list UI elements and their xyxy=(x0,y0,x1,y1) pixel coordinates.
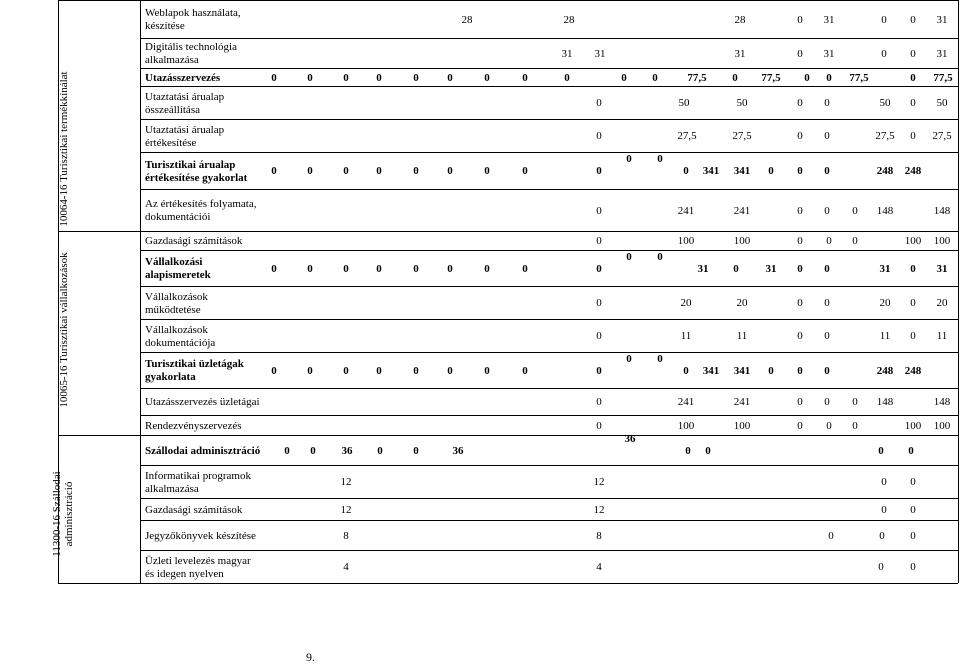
table-cell: 100 xyxy=(933,235,951,247)
table-cell: 0 xyxy=(797,130,803,142)
table-cell: 0 xyxy=(271,165,277,177)
table-cell: 0 xyxy=(596,204,602,217)
grid-line xyxy=(140,0,141,583)
table-cell: 0 xyxy=(852,204,858,217)
table-cell: 0 xyxy=(626,153,632,165)
table-cell: 27,5 xyxy=(932,130,952,142)
table-cell: 0 xyxy=(683,364,689,377)
table-cell: 0 xyxy=(768,165,774,177)
table-cell: 0 xyxy=(910,330,916,342)
table-cell: 0 xyxy=(413,444,419,457)
table-cell: 0 xyxy=(797,364,803,377)
grid-line xyxy=(58,0,59,583)
table-cell: 0 xyxy=(596,165,602,177)
table-cell: 0 xyxy=(852,419,858,432)
grid-line xyxy=(140,435,958,436)
table-cell: 0 xyxy=(376,364,382,377)
row-label-line: alkalmazása xyxy=(145,54,199,66)
table-cell: 0 xyxy=(908,444,914,457)
table-cell: 0 xyxy=(826,71,832,84)
table-cell: 0 xyxy=(797,47,803,60)
row-label-line: Utaztatási árualap xyxy=(145,90,225,103)
table-cell: 248 xyxy=(904,165,922,177)
table-cell: 100 xyxy=(733,419,751,432)
grid-line xyxy=(140,498,958,499)
table-cell: 0 xyxy=(881,476,887,488)
table-cell: 0 xyxy=(824,396,830,408)
table-cell: 0 xyxy=(596,262,602,275)
row-label xyxy=(145,7,241,33)
row-label-line: Utaztatási árualap xyxy=(145,123,225,136)
table-cell: 0 xyxy=(447,165,453,177)
table-cell: 0 xyxy=(910,130,916,142)
table-cell: 8 xyxy=(343,529,349,542)
table-cell: 31 xyxy=(823,47,835,60)
table-cell: 0 xyxy=(307,165,313,177)
table-cell: 36 xyxy=(452,444,464,457)
table-cell: 148 xyxy=(876,204,894,217)
table-cell: 77,5 xyxy=(849,71,869,84)
table-cell: 0 xyxy=(910,529,916,542)
table-cell: 0 xyxy=(910,262,916,275)
table-cell: 12 xyxy=(340,476,352,488)
grid-line xyxy=(58,435,140,436)
table-cell: 100 xyxy=(904,235,922,247)
table-cell: 0 xyxy=(271,71,277,84)
row-label xyxy=(145,324,215,350)
row-label-line: Informatikai programok xyxy=(145,469,251,482)
row-label-line: Vállalkozások xyxy=(145,323,208,336)
table-cell: 31 xyxy=(879,262,891,275)
grid-line xyxy=(140,250,958,251)
table-cell: 0 xyxy=(768,364,774,377)
table-cell: 77,5 xyxy=(933,71,953,84)
table-cell: 12 xyxy=(593,476,605,488)
row-label xyxy=(145,396,260,409)
table-cell: 31 xyxy=(765,262,777,275)
row-label-line: gyakorlata xyxy=(145,371,196,383)
grid-line xyxy=(58,0,140,1)
row-label-line: Üzleti levelezés magyar xyxy=(145,554,251,567)
grid-line xyxy=(58,231,140,232)
table-cell: 31 xyxy=(823,13,835,26)
table-cell: 77,5 xyxy=(687,71,707,84)
table-cell: 0 xyxy=(828,529,834,542)
table-cell: 0 xyxy=(307,71,313,84)
grid-line xyxy=(140,550,958,551)
row-label xyxy=(145,420,242,433)
table-cell: 12 xyxy=(593,503,605,516)
table-cell: 0 xyxy=(413,262,419,275)
row-label-line: és idegen nyelven xyxy=(145,567,224,580)
table-cell: 0 xyxy=(910,13,916,26)
row-label-line: dokumentációi xyxy=(145,211,211,223)
table-cell: 100 xyxy=(677,235,695,247)
table-cell: 0 xyxy=(910,97,916,109)
grid-line xyxy=(140,86,958,87)
table-cell: 0 xyxy=(824,204,830,217)
table-cell: 341 xyxy=(733,165,751,177)
row-label-line: Gazdasági számítások xyxy=(145,503,243,516)
table-cell: 0 xyxy=(879,529,885,542)
table-cell: 241 xyxy=(733,204,751,217)
table-cell: 20 xyxy=(879,297,891,309)
row-label xyxy=(145,72,220,85)
table-cell: 36 xyxy=(624,432,636,445)
table-cell: 241 xyxy=(677,204,695,217)
table-cell: 0 xyxy=(910,503,916,516)
row-label-line: Szállodai adminisztráció xyxy=(145,444,261,457)
table-cell: 0 xyxy=(522,165,528,177)
table-cell: 0 xyxy=(376,262,382,275)
grid-line xyxy=(140,583,958,584)
table-cell: 50 xyxy=(678,97,690,109)
table-cell: 0 xyxy=(705,444,711,457)
table-cell: 0 xyxy=(284,444,290,457)
row-label xyxy=(145,530,256,543)
row-label-line: Vállalkozási xyxy=(145,256,203,268)
table-cell: 0 xyxy=(824,130,830,142)
table-cell: 0 xyxy=(596,97,602,109)
table-cell: 31 xyxy=(594,47,606,60)
table-cell: 0 xyxy=(733,262,739,275)
table-cell: 341 xyxy=(702,364,720,377)
grid-line xyxy=(140,38,958,39)
table-cell: 0 xyxy=(881,503,887,516)
table-cell: 27,5 xyxy=(732,130,752,142)
table-cell: 28 xyxy=(563,13,575,26)
row-label xyxy=(145,235,242,248)
row-label-line: Digitális technológia xyxy=(145,41,237,53)
table-cell: 100 xyxy=(733,235,751,247)
table-cell: 0 xyxy=(343,262,349,275)
table-cell: 0 xyxy=(484,165,490,177)
row-label xyxy=(145,198,256,224)
table-cell: 0 xyxy=(596,364,602,377)
row-label-line: Turisztikai üzletágak xyxy=(145,358,244,370)
table-cell: 248 xyxy=(876,364,894,377)
table-cell: 0 xyxy=(522,71,528,84)
table-cell: 0 xyxy=(878,561,884,573)
table-cell: 0 xyxy=(910,476,916,488)
table-cell: 0 xyxy=(447,71,453,84)
table-cell: 0 xyxy=(797,165,803,177)
table-cell: 0 xyxy=(596,130,602,142)
grid-line xyxy=(140,465,958,466)
table-cell: 27,5 xyxy=(875,130,895,142)
grid-line xyxy=(140,189,958,190)
table-cell: 36 xyxy=(341,444,353,457)
table-cell: 31 xyxy=(936,47,948,60)
table-cell: 0 xyxy=(522,364,528,377)
table-cell: 20 xyxy=(680,297,692,309)
table-cell: 0 xyxy=(824,297,830,309)
table-cell: 0 xyxy=(376,71,382,84)
table-cell: 0 xyxy=(657,250,663,263)
table-cell: 0 xyxy=(310,444,316,457)
table-cell: 0 xyxy=(447,262,453,275)
table-cell: 12 xyxy=(340,503,352,516)
table-cell: 341 xyxy=(702,165,720,177)
row-label-line: Weblapok használata, xyxy=(145,7,241,19)
module-label: 10064-16 Turisztikai termékkínálat xyxy=(58,71,70,227)
module-label: 10065-16 Turisztikai vállalkozások xyxy=(58,252,70,408)
table-cell: 148 xyxy=(933,204,951,217)
table-cell: 0 xyxy=(484,262,490,275)
grid-line xyxy=(140,415,958,416)
table-cell: 100 xyxy=(904,419,922,432)
table-cell: 0 xyxy=(484,364,490,377)
table-cell: 31 xyxy=(734,47,746,60)
row-label-line: Az értékesítés folyamata, xyxy=(145,198,257,210)
table-cell: 148 xyxy=(876,396,894,408)
row-label-line: Gazdasági számítások xyxy=(145,235,243,247)
row-label-line: Jegyzőkönyvek készítése xyxy=(145,529,256,542)
table-cell: 0 xyxy=(732,71,738,84)
table-cell: 0 xyxy=(910,297,916,309)
table-cell: 100 xyxy=(677,419,695,432)
table-cell: 0 xyxy=(797,330,803,342)
row-label xyxy=(145,555,251,581)
row-label xyxy=(145,91,224,117)
grid-line xyxy=(58,583,140,584)
table-cell: 4 xyxy=(343,561,349,573)
table-cell: 0 xyxy=(685,444,691,457)
table-cell: 0 xyxy=(910,47,916,60)
row-label-line: működtetése xyxy=(145,303,201,316)
table-cell: 0 xyxy=(343,71,349,84)
table-cell: 0 xyxy=(271,364,277,377)
row-label xyxy=(145,159,247,185)
table-cell: 11 xyxy=(936,330,948,342)
row-label xyxy=(145,470,251,496)
table-cell: 0 xyxy=(797,97,803,109)
table-cell: 0 xyxy=(413,71,419,84)
table-cell: 0 xyxy=(343,165,349,177)
table-cell: 0 xyxy=(596,297,602,309)
table-cell: 0 xyxy=(522,262,528,275)
table-cell: 0 xyxy=(797,204,803,217)
table-cell: 0 xyxy=(683,165,689,177)
table-cell: 0 xyxy=(824,165,830,177)
table-cell: 0 xyxy=(596,419,602,432)
table-cell: 4 xyxy=(596,561,602,573)
row-label xyxy=(145,41,237,67)
row-label xyxy=(145,358,244,384)
table-cell: 341 xyxy=(733,364,751,377)
grid-line xyxy=(140,152,958,153)
table-cell: 0 xyxy=(826,235,832,247)
row-label-line: alapismeretek xyxy=(145,269,211,281)
table-cell: 0 xyxy=(852,396,858,408)
table-cell: 0 xyxy=(797,262,803,275)
table-cell: 0 xyxy=(447,364,453,377)
table-cell: 0 xyxy=(804,71,810,84)
row-label-line: Utazásszervezés üzletágai xyxy=(145,396,260,408)
table-cell: 0 xyxy=(910,561,916,573)
table-cell: 0 xyxy=(881,13,887,26)
table-cell: 50 xyxy=(936,97,948,109)
table-cell: 0 xyxy=(596,330,602,342)
table-cell: 11 xyxy=(736,330,748,342)
table-cell: 0 xyxy=(413,165,419,177)
grid-line xyxy=(140,286,958,287)
row-label-line: Rendezvényszervezés xyxy=(145,419,242,432)
row-label xyxy=(145,504,242,517)
table-cell: 0 xyxy=(852,235,858,247)
table-cell: 0 xyxy=(484,71,490,84)
row-label xyxy=(145,256,211,282)
table-cell: 0 xyxy=(596,235,602,247)
table-cell: 11 xyxy=(879,330,891,342)
table-cell: 77,5 xyxy=(761,71,781,84)
table-cell: 241 xyxy=(733,396,751,408)
table-cell: 0 xyxy=(881,47,887,60)
table-cell: 0 xyxy=(413,364,419,377)
module-label: 11300-16 Szállodai adminisztráció xyxy=(51,471,75,557)
table-cell: 0 xyxy=(824,364,830,377)
table-cell: 0 xyxy=(596,396,602,408)
table-cell: 0 xyxy=(621,71,627,84)
table-cell: 0 xyxy=(626,250,632,263)
row-label-line: dokumentációja xyxy=(145,336,216,349)
table-cell: 0 xyxy=(307,262,313,275)
row-label-line: értékesítése xyxy=(145,136,197,149)
table-cell: 0 xyxy=(797,13,803,26)
table-cell: 0 xyxy=(343,364,349,377)
table-cell: 0 xyxy=(910,71,916,84)
grid-line xyxy=(140,119,958,120)
row-label-line: alkalmazása xyxy=(145,482,199,495)
table-cell: 248 xyxy=(876,165,894,177)
row-label xyxy=(145,445,260,458)
grid-line xyxy=(958,0,959,583)
grid-line xyxy=(140,68,958,69)
table-cell: 28 xyxy=(461,13,473,26)
table-cell: 148 xyxy=(933,396,951,408)
table-cell: 0 xyxy=(797,297,803,309)
table-cell: 0 xyxy=(797,235,803,247)
table-cell: 0 xyxy=(377,444,383,457)
grid-line xyxy=(140,0,958,1)
table-cell: 0 xyxy=(824,330,830,342)
table-cell: 31 xyxy=(936,262,948,275)
row-label-line: Utazásszervezés xyxy=(145,71,221,84)
table-cell: 28 xyxy=(734,13,746,26)
row-label-line: Vállalkozások xyxy=(145,290,208,303)
row-label-line: értékesítése gyakorlat xyxy=(145,171,248,184)
table-cell: 0 xyxy=(307,364,313,377)
row-label xyxy=(145,124,224,150)
table-cell: 0 xyxy=(797,419,803,432)
grid-line xyxy=(140,352,958,353)
table-cell: 11 xyxy=(680,330,692,342)
table-cell: 0 xyxy=(657,153,663,165)
table-cell: 0 xyxy=(271,262,277,275)
table-cell: 20 xyxy=(736,297,748,309)
row-label-line: összeállítása xyxy=(145,103,200,116)
table-cell: 0 xyxy=(657,352,663,365)
table-cell: 0 xyxy=(826,419,832,432)
table-cell: 0 xyxy=(797,396,803,408)
table-cell: 0 xyxy=(626,352,632,365)
table-cell: 31 xyxy=(561,47,573,60)
table-cell: 20 xyxy=(936,297,948,309)
table-cell: 0 xyxy=(824,262,830,275)
table-cell: 8 xyxy=(596,529,602,542)
page-number: 9. xyxy=(306,650,315,664)
grid-line xyxy=(140,231,958,232)
table-cell: 31 xyxy=(936,13,948,26)
table-cell: 0 xyxy=(824,97,830,109)
table-cell: 248 xyxy=(904,364,922,377)
table-cell: 0 xyxy=(652,71,658,84)
table-cell: 0 xyxy=(564,71,570,84)
table-cell: 27,5 xyxy=(677,130,697,142)
table-cell: 31 xyxy=(697,262,709,275)
row-label-line: Turisztikai árualap xyxy=(145,158,236,171)
table-cell: 50 xyxy=(736,97,748,109)
table-cell: 241 xyxy=(677,396,695,408)
table-cell: 0 xyxy=(376,165,382,177)
table-cell: 0 xyxy=(878,444,884,457)
grid-line xyxy=(140,520,958,521)
table-cell: 100 xyxy=(933,419,951,432)
table-cell: 50 xyxy=(879,97,891,109)
grid-line xyxy=(140,319,958,320)
row-label-line: készítése xyxy=(145,20,185,32)
grid-line xyxy=(140,388,958,389)
row-label xyxy=(145,291,208,317)
